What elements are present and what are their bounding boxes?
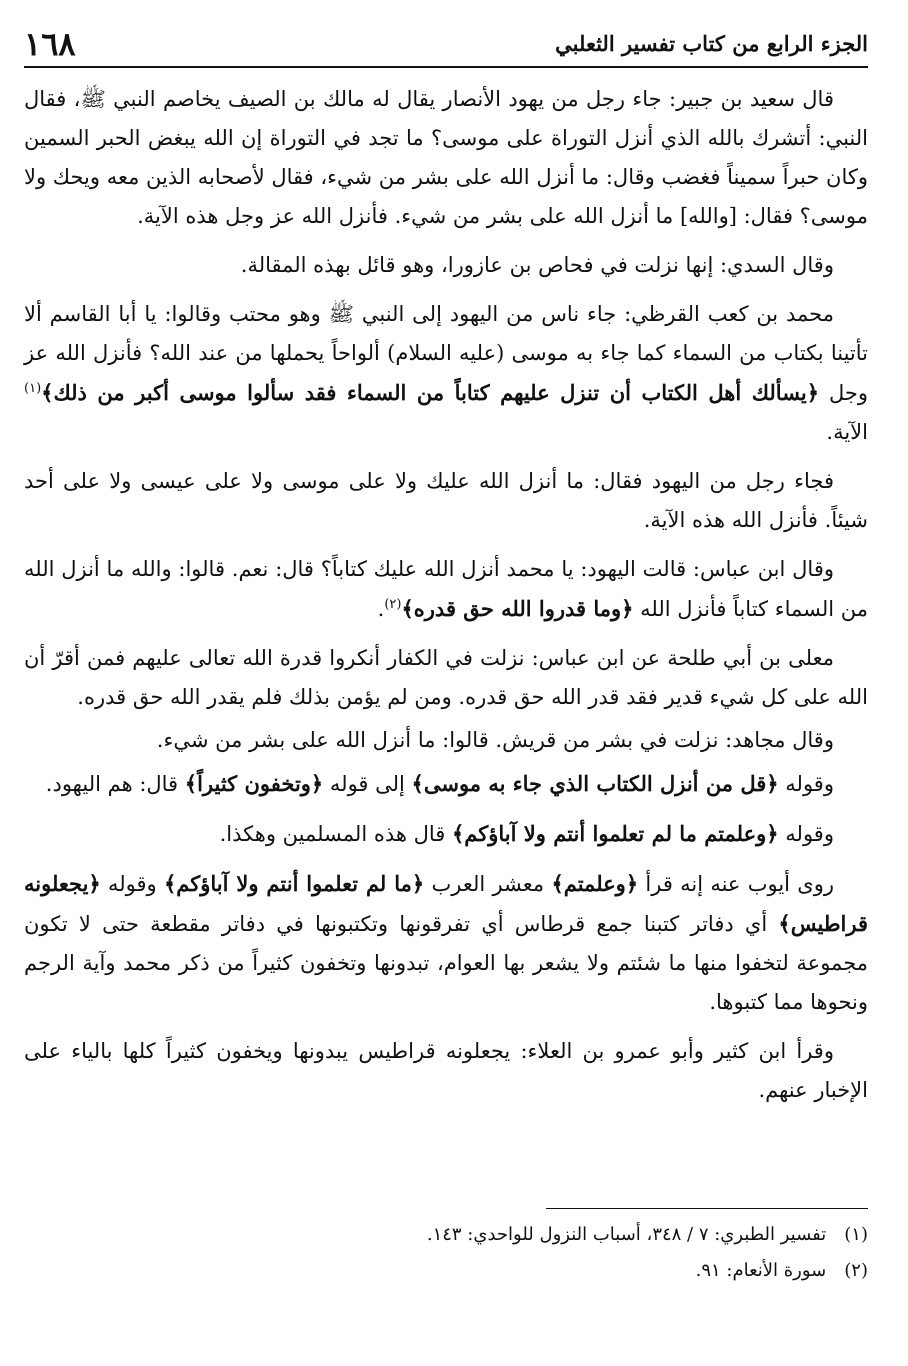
footnote-number: (١): [844, 1224, 868, 1245]
paragraph-text: .: [377, 597, 385, 621]
footnote-ref: (١): [24, 381, 42, 396]
paragraph-text: وقوله: [778, 772, 834, 796]
paragraph-suddi: وقال السدي: إنها نزلت في فحاص بن عازورا، وهو قائل بهذه المقالة.: [240, 253, 834, 277]
paragraph-muala-ibn-abi-talha: معلى بن أبي طلحة عن ابن عباس: نزلت في الكفار أنكروا قدرة الله تعالى عليهم فمن أقرّ أن الله على كل شيء قدير فقد قدر الله حق قدره. ومن لم يؤمن بذلك فلم يقدر الله حق قدره.: [24, 646, 868, 709]
paragraph-man-from-jews: فجاء رجل من اليهود فقال: ما أنزل الله عليك ولا على موسى ولا على عيسى ولا على أحد شيئاً. فأنزل الله هذه الآية.: [24, 469, 868, 532]
paragraph-text: قال: هم اليهود.: [45, 772, 185, 796]
quran-quote: ﴿يجعلونه قراطيس﴾: [24, 871, 868, 936]
quran-quote: ﴿قل من أنزل الكتاب الذي جاء به موسى﴾: [411, 771, 779, 796]
paragraph-muhammad-ibn-kaab: [24, 295, 868, 452]
quran-quote: ﴿وعلمتم ما لم تعلموا أنتم ولا آباؤكم﴾: [451, 821, 779, 846]
footnote-text: تفسير الطبري: ٧ / ٣٤٨، أسباب النزول للواحدي: ١٤٣.: [426, 1224, 827, 1245]
footnote-2: [24, 1254, 868, 1288]
paragraph-wa-ullimtum: [24, 814, 868, 854]
paragraph-text: وقوله: [778, 822, 834, 846]
footnote-divider: [546, 1208, 868, 1209]
paragraph-qul-man-anzala: [24, 764, 868, 804]
quran-quote: ﴿ما لم تعلموا أنتم ولا آباؤكم﴾: [163, 871, 425, 896]
main-text: [24, 80, 868, 1120]
paragraph-text: أي دفاتر كتبنا جمع قرطاس أي تفرقونها وتكتبونها في دفاتر مقطعة حتى لا تكون مجموعة لتخفوا منها ما شئتم ولا يشعر بها العوام، تبدونها وتخفون كثيراً من ذكر محمد وآية الرجم ونحوها مما كتبوها.: [24, 912, 868, 1014]
page-number: ١٦٨: [24, 25, 76, 63]
paragraph-ibn-abbas: [24, 550, 868, 629]
footnote-text: سورة الأنعام: ٩١.: [695, 1260, 827, 1281]
paragraph-mujahid: وقال مجاهد: نزلت في بشر من قريش. قالوا: ما أنزل الله على بشر من شيء.: [156, 728, 834, 752]
running-title: الجزء الرابع من كتاب تفسير الثعلبي: [555, 31, 868, 56]
quran-quote: ﴿وتخفون كثيراً﴾: [184, 771, 324, 796]
paragraph-text: الآية.: [826, 420, 868, 444]
paragraph-text: وقوله: [100, 872, 164, 896]
quran-quote: ﴿يسألك أهل الكتاب أن تنزل عليهم كتاباً من السماء فقد سألوا موسى أكبر من ذلك﴾: [41, 380, 820, 405]
quran-quote: ﴿وعلمتم﴾: [551, 871, 639, 896]
paragraph-text: قال هذه المسلمين وهكذا.: [219, 822, 452, 846]
paragraph-ibn-kathir-reading: وقرأ ابن كثير وأبو عمرو بن العلاء: يجعلونه قراطيس يبدونها ويخفون كثيراً كلها بالياء على الإخبار عنهم.: [24, 1039, 868, 1102]
quran-quote: ﴿وما قدروا الله حق قدره﴾: [401, 596, 634, 621]
paragraph-text: إلى قوله: [323, 772, 412, 796]
footnotes: [24, 1218, 868, 1290]
footnote-ref: (٢): [384, 597, 402, 612]
paragraph-text: وقال ابن عباس: قالت اليهود: يا محمد أنزل الله عليك كتاباً؟ قال: نعم. قالوا: والله ما أنزل الله من السماء كتاباً فأنزل الله: [24, 557, 868, 621]
paragraph-saeed-ibn-jubayr: قال سعيد بن جبير: جاء رجل من يهود الأنصار يقال له مالك بن الصيف يخاصم النبي ﷺ، فقال النبي: أتشرك بالله الذي أنزل التوراة على موسى؟ ما تجد في التوراة إن الله يبغض الحبر السمين وكان حبراً سميناً فغضب وقال: ما أنزل الله على بشر من شيء، فقال لأصحابه الذين معه ويحك ولا موسى؟ فقال: [والله] ما أنزل الله على بشر من شيء. فأنزل الله عز وجل هذه الآية.: [24, 87, 868, 228]
paragraph-text: روى أيوب عنه إنه قرأ: [638, 872, 835, 896]
paragraph-text: معشر العرب: [424, 872, 552, 896]
page-header: [24, 22, 868, 68]
footnote-number: (٢): [844, 1260, 868, 1281]
paragraph-ayyub: [24, 864, 868, 1022]
paragraph-text: محمد بن كعب القرظي: جاء ناس من اليهود إلى النبي ﷺ وهو محتب وقالوا: يا أبا القاسم ألا تأتينا بكتاب من السماء كما جاء به موسى (عليه السلام) ألواحاً يحملها من عند الله؟ فأنزل الله عز وجل: [24, 302, 868, 405]
footnote-1: [24, 1218, 868, 1252]
